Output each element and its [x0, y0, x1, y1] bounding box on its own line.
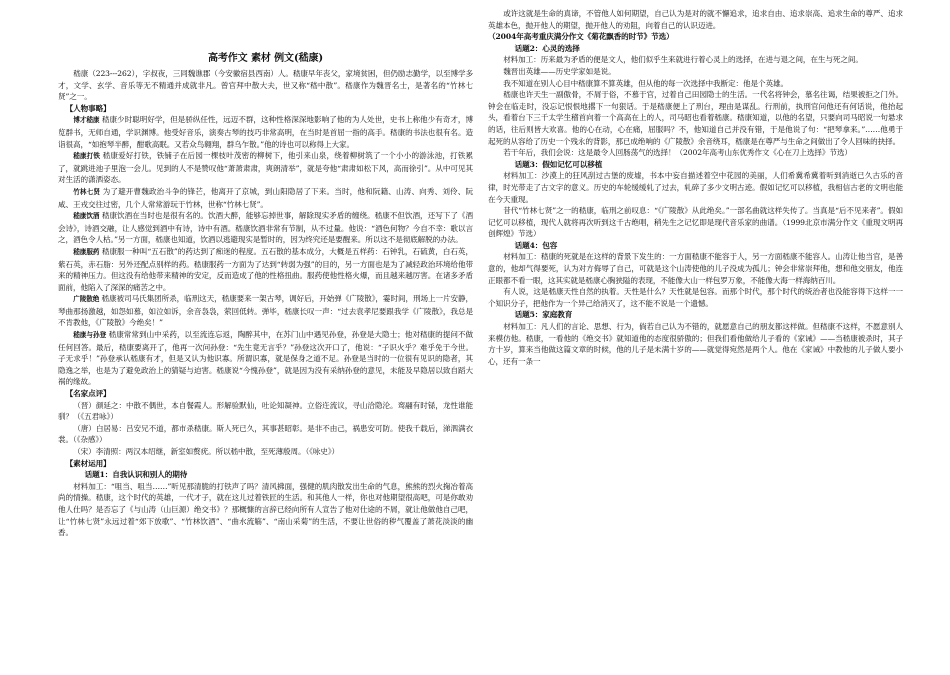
story-lead: 嵇康打铁 — [73, 152, 101, 161]
quote-paragraph: （宋）李清照：两汉本绍继，新室如赘疣。所以嵇中散，至死薄殷周。（《咏史》） — [73, 447, 340, 456]
story-paragraph — [58, 246, 473, 293]
topic-paragraph: 材料加工：嵇康的死就是在这样的背景下发生的：一方面嵇康不能容于人，另一方面嵇康不能容人。山涛让他当官，是善意的，他却气得要死，认为对方侮辱了自己，可就是这个山涛使他的儿子没成为孤儿；钟会非常崇拜他，想和他交朋友，他连正眼都不看一眼，这其实就是嵇康心胸狭隘的表现，不能像大山一样包罗万象，不能像大海一样海纳百川。 — [488, 252, 903, 285]
story-paragraph — [58, 210, 473, 246]
story-lead: 嵇康服药 — [73, 247, 100, 256]
story-paragraph — [58, 186, 473, 210]
usage-heading: 【素材运用】 — [65, 458, 111, 468]
quote-paragraph: （晋）颜延之：中散不偶世，本自餐霞人。形解验默仙，吐论知凝神。立俗迕流议，寻山洽隐沦。鸾翮有时铩，龙性谁能驯？（《五君咏》） — [58, 400, 473, 422]
topic-paragraph: 材料加工：历来最为矛盾的便是文人，他们似乎生来就进行着心灵上的选择，在进与退之间，在生与死之间。 — [503, 55, 863, 65]
intro-paragraph: 嵇康（223---262），字叔夜，三同魏谯郡（今安徽宿县西南）人。嵇康早年丧父，家境贫困，但仍励志勤学，以至博学多才，文学、玄学、音乐等无不精通并成就非凡。曾官拜中散大夫，世又称“嵇中散”。嵇康作为魏晋名士，是著名的“竹林七贤”之一。 — [58, 69, 473, 102]
story-paragraph — [58, 293, 473, 329]
document-title: 高考作文 素材 例文(嵇康) — [207, 53, 324, 64]
right-column — [488, 8, 903, 367]
quotes-heading: 【名家点评】 — [65, 389, 111, 399]
story-text: 嵇康少时聪明好学，但是骄纵任性，远迈不群，这种性格深深地影响了他的为人处世，史书上称他少有奇才，博览群书，无师自通，学识渊博。他受好音乐，演奏古琴的技巧非常高明，在当时是首屈一指的高手。嵇康的书法也很有名。造诣很高，“如抱琴半醉，酣歌高眠。又若众鸟翱翔，群乌乍散。”他的诗也可以称得上大家。 — [58, 115, 473, 149]
topic-heading: 话题1：自我认识和别人的期待 — [84, 470, 188, 480]
topic-paragraph: 材料加工：沙漠上的狂风刮过古堡的废墟，书本中妄自描述着空中花园的美丽，人们希冀希冀着听到消逝已久古乐的音律，时光带走了古文字的意义。历史的车轮缓缓轧了过去，轧碎了多少文明古迹。假如记忆可以移植，我相信古老的文明也能在今天重现。 — [488, 171, 903, 204]
topic-heading: 话题2：心灵的选择 — [514, 43, 580, 53]
story-text: 为了避开曹魏政治斗争的锋芒，他离开了京城，到山阳隐居了下来。当时，他和阮籍、山涛、向秀、刘伶、阮咸、王戎交往过密，几个人常常游玩于竹林，世称“竹林七贤”。 — [58, 186, 473, 209]
story-lead: 博才嵇康 — [73, 116, 100, 125]
source-citation: 若干年后，我们会说：这是最令人回肠荡气的选择！（2002年高考山东优秀作文《心在刀上选择》节选） — [503, 148, 852, 158]
topic-paragraph: 嵇康也许天生一副傲骨，不屑于俗，不慕于官，过着自己田园隐士的生活。一代名将钟会，慕名往谒，结果被拒之门外。钟会在临走时，没忘记恨恨地撂下一句狠话。于是嵇康便上了刑台，理由是谋乱。行刑前，执刑官问他还有何话说，他抬起头，看着台下三千太学生稽首向着一个高高在上的人，司马昭也看着嵇康。嵇康知道，以他的名望，只要向司马昭说一句悬求的话，往后则皆大欢喜。他的心在动，心在痛，屈服吗？不，他知道自己并没有错，于是他说了句：“把琴拿来。”……他勇于起死的从容给了历史一个残永的背影，那已成绝响的《广陵散》余音绕耳，嵇康是在尊严与生命之间做出了令人回味的抉择。 — [488, 90, 903, 146]
story-text: 嵇康被司马氏集团所杀，临刑这天，嵇康要来一架古琴，调好后，开始弹《广陵散》，霎时间，刑场上一片安静，琴曲那扬激越，如怨如慕，如泣如诉，余音袅袅，萦回低转。弹毕，嵇康长叹一声：“过去袁孝尼要跟我学《广陵散》，我总是不肯教他，《广陵散》今绝矣！” — [58, 294, 473, 328]
topic-heading: 话题4：包容 — [514, 240, 558, 250]
story-lead: 嵇康与孙登 — [73, 331, 107, 340]
story-heading: 【人物事略】 — [65, 103, 111, 113]
topic-heading: 话题5：家庭教育 — [514, 310, 573, 320]
story-text: 嵇康爱好打铁，铁铺子在后园一棵枝叶茂密的柳树下，他引来山泉，绕着柳树筑了一个小小的游泳池，打铁累了，就跳进池子里泡一会儿。见到的人不是赞叹他“萧萧肃肃，爽朗清举”，就是夸他“肃肃如松下风，高而徐引”。从中可见其对生活的潇洒姿态。 — [58, 151, 473, 185]
topic-heading: 话题3：假如记忆可以移植 — [514, 159, 603, 169]
topic-paragraph: 有人说，这是嵇康天性自然的执着。天性是什么？天性就是包容。而那个时代，那个时代的统治者也没能容得下这样一一个知识分子，把他作为一个异己给消灭了，这不能不说是一个遗憾。 — [488, 287, 903, 308]
topic-paragraph: 魏晋出英雄——历史学家如是说。 — [503, 66, 616, 76]
story-text: 嵇康常常到山中采药，以至流连忘返，陶醉其中，在苏门山中遇见孙登，孙登是大隐士；他对嵇康的提问不做任何回答。最后，嵇康要离开了，他再一次问孙登：“先生竟无言乎？”孙登这次开口了，他说：“子识火乎？难乎免于今世。子无求乎！”孙登承认嵇康有才，但是又认为他识寡。所谓识寡，就是保身之道不足。孙登是当时的一位很有见识的隐者，其隐逸之举，也是为了避免政治上的猜疑与迫害。嵇康说“今愧孙登”，就是因为没有采纳孙登的意见，未能及早隐居以致自蹈大祸的缘故。 — [58, 330, 473, 387]
story-paragraph — [58, 114, 473, 150]
left-column — [58, 52, 473, 539]
quote-paragraph: （唐）白居易：吕安兄不道，都市杀嵇康。斯人死已久，其事甚昭彰。是非不由己，祸患安可防。使我千载后，涕泗满衣裳。（《杂感》） — [58, 423, 473, 445]
story-text: 嵇康服一种叫“五石散”的药达到了痴迷的程度。五石散的基本成分，大概是五样药：石钟乳，石硫黄，白石英，紫石英，赤石脂：另外还配点别样的药。嵇康服药一方面为了达到“转弱为强”的目的，另一方面也是为了减轻政治环境给他带来的精神压力。但这没有给他带来精神的安定，反而造成了他的性格扭曲。服药使他性格火爆，而且越来越厉害。在诸多矛盾面前，他陷入了深深的痛苦之中。 — [58, 246, 473, 292]
story-text: 嵇康饮酒在当时也是很有名的。饮酒大醉，能够忘掉世事，解除现实矛盾的缠绕。嵇康不但饮酒，还写下了《酒会诗》，诗酒交融，让人感觉到酒中有诗，诗中有酒。嵇康饮酒非常有节制，从不过量。他说：“酒色何物？今自不幸：歌以言之，酒色令人枯。”另一方面，嵇康也知道，饮酒以逃避现实是暂时的，因为终究还是要醒来。所以这不是彻底解脱的办法。 — [58, 211, 473, 245]
story-paragraph — [58, 329, 473, 388]
story-lead: 竹林七贤 — [73, 187, 101, 196]
topic-paragraph: 昔代“竹林七贤”之一的嵇康，临刑之前叹息：“《广陵散》从此绝矣。”一部名曲就这样失传了。当真是“后不见来者”。假如记忆可以移植，现代人就将再次听到这千古绝唱，稍先生之记忆即是现代音乐家的曲谱。（1999北京市满分作文《重现文明再创辉煌》节选） — [488, 206, 903, 239]
story-paragraph — [58, 150, 473, 186]
topic-paragraph: 材料加工：“咀当、咀当……”听见那清脆的打铁声了吗？清风拂面，强健的肌肉散发出生命的气息，熊熊的烈火掬冶着高尚的情操。嵇康，这个时代的英雄，一代才子，就在这儿过着铁匠的生活。和其他人一样，你也对他期望很高吧，可是你敢劝他人仕吗？是否忘了《与山涛（山巨源）绝交书》？那概慷的言辞已经向所有人宣告了他对仕途的不屑，就让他做他自己吧，让“竹林七贤”永远过着“郊下放歌”、“竹林饮酒”、“曲水流觞”、“南山采菊”的生活，不要让世俗的秽气覆盖了萧花淡淡的幽香。 — [58, 481, 473, 538]
source-citation: （2004年高考重庆满分作文《菊花飘香的时节》节选） — [488, 32, 674, 42]
topic-paragraph: 材料加工：凡人们的言论、思想、行为，倘若自己认为不错的，就愿意自己的朋友都这样做。但嵇康不这样，不愿意别人来模仿他。嵇康，一看他的《绝交书》就知道他的态度很骄傲的；但我们看他做给儿子看的《家诫》——当嵇康被杀时，其子方十岁，算来当他做这篇文章的时候，他的儿子是未满十岁的——就觉得宛然是两个人。他在《家诫》中教他的儿子做人要小心，还有一条一 — [488, 322, 903, 366]
topic-paragraph: 我不知道在别人心目中嵇康算不算英雄，但从他的每一次选择中我断定：他是个英雄。 — [503, 78, 788, 88]
story-lead: 嵇康饮酒 — [73, 212, 100, 221]
story-lead: 广陵散绝 — [73, 295, 100, 304]
topic-paragraph: 或许这就是生命的真谛，不管他人如何期望，自己认为是对的就不懈追求，追求自由、追求崇高、追求生命的尊严、追求英雄本色，抛开他人的期望，抛开他人的劝阻，向着自己的认识迈进。 — [488, 9, 903, 30]
